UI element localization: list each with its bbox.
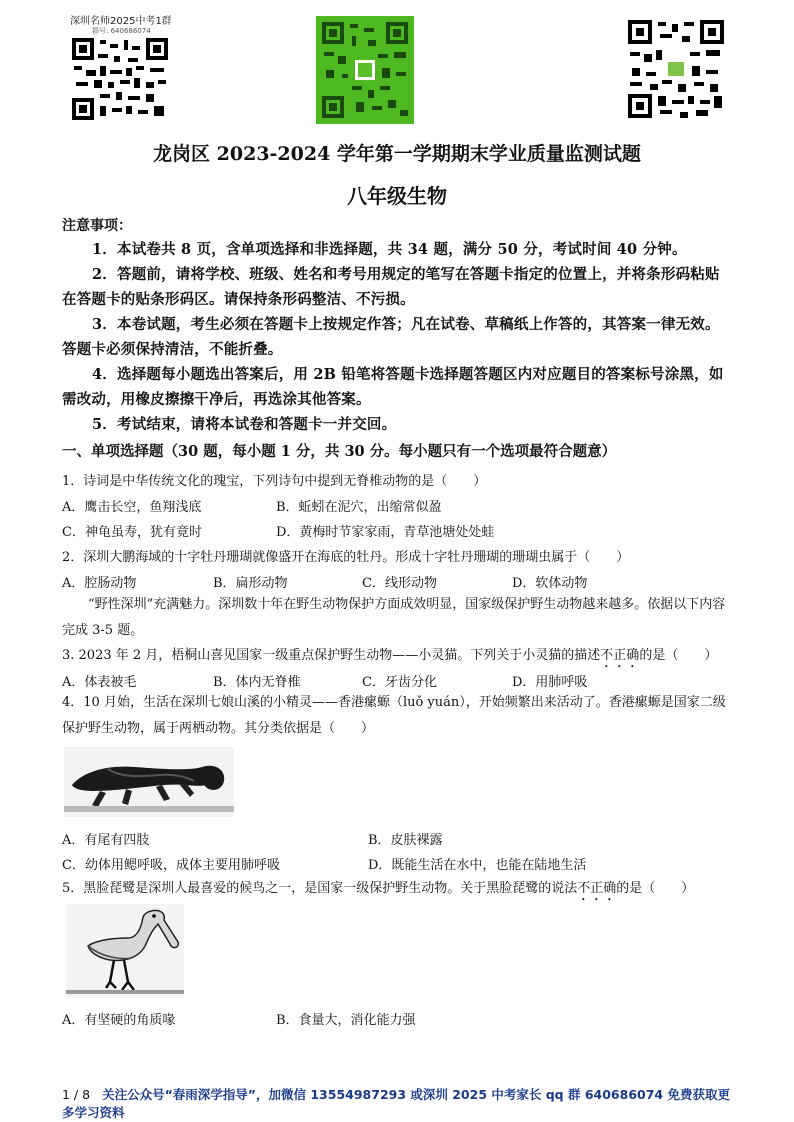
- question-5-option-a: A．有坚硬的角质喙: [62, 1013, 176, 1028]
- question-4-option-b: B．皮肤裸露: [368, 833, 443, 848]
- question-2-stem: 2．深圳大鹏海域的十字牡丹珊瑚就像盛开在海底的牡丹。形成十字牡丹珊瑚的珊瑚虫属于（ ）: [62, 550, 630, 565]
- question-3-option-b: B．体内无脊椎: [213, 675, 301, 690]
- question-3-option-c: C．牙齿分化: [362, 675, 437, 690]
- question-3-option-d: D．用肺呼吸: [512, 675, 588, 690]
- qr-code-center: [316, 16, 414, 124]
- question-4-option-d: D．既能生活在水中，也能在陆地生活: [368, 858, 587, 873]
- notice-heading: 注意事项：: [62, 218, 132, 234]
- notice-item-5: 5．考试结束，请将本试卷和答题卡一并交回。: [92, 416, 397, 433]
- notice-item-2: 2．答题前，请将学校、班级、姓名和考号用规定的笔写在答题卡指定的位置上，并将条形码粘贴在答题卡的贴条形码区。请保持条形码整洁、不污损。: [62, 266, 720, 308]
- page-footer: [62, 1086, 742, 1122]
- qr-code-right: [626, 18, 726, 120]
- question-5-emphasis: 不正确: [577, 881, 617, 896]
- question-5-stem-b: 的是（ ）: [616, 881, 695, 896]
- question-1-option-c: C．神龟虽寿，犹有竟时: [62, 525, 202, 540]
- exam-title: 龙岗区 2023-2024 学年第一学期期末学业质量监测试题: [153, 143, 641, 165]
- question-5-stem: [62, 877, 694, 904]
- question-3-stem-a: 3. 2023 年 2 月，梧桐山喜见国家一级重点保护野生动物——小灵猫。下列关于小灵猫的描述: [62, 648, 601, 663]
- notice-item-1: 1．本试卷共 8 页，含单项选择和非选择题，共 34 题，满分 50 分，考试时间 40 分钟。: [92, 241, 687, 258]
- question-1-option-d: D．黄梅时节家家雨，青草池塘处处蛙: [276, 525, 495, 540]
- page-number: 1 / 8: [62, 1087, 91, 1102]
- question-5-option-b: B．食量大，消化能力强: [276, 1013, 416, 1028]
- question-1-option-b: B．蚯蚓在泥穴，出缩常似盈: [276, 500, 442, 515]
- question-1-option-a: A．鹰击长空，鱼翔浅底: [62, 500, 202, 515]
- question-4-stem: 4．10 月始，生活在深圳七娘山溪的小精灵——香港瘰螈（luǒ yuán），开始频繁出来活动了。香港瘰螈是国家二级保护野生动物，属于两栖动物。其分类依据是（ ）: [62, 695, 726, 736]
- question-3-stem-b: 的是（ ）: [639, 648, 718, 663]
- qr-code-left: [70, 36, 170, 122]
- question-3-stem: [62, 644, 717, 671]
- question-1-stem: 1．诗词是中华传统文化的瑰宝，下列诗句中提到无脊椎动物的是（ ）: [62, 474, 487, 489]
- footer-promo-text: 关注公众号“春雨深学指导”，加微信 13554987293 或深圳 2025 中考家长 qq 群 640686074 免费获取更多学习资料: [62, 1087, 730, 1120]
- notice-item-3: 3．本卷试题，考生必须在答题卡上按规定作答；凡在试卷、草稿纸上作答的，其答案一律无效。答题卡必须保持清洁，不能折叠。: [62, 316, 720, 358]
- salamander-image: [64, 747, 234, 817]
- group-intro: “野性深圳”充满魅力。深圳数十年在野生动物保护方面成效明显，国家级保护野生动物越来越多。依据以下内容完成 3-5 题。: [62, 597, 726, 638]
- question-3-option-a: A．体表被毛: [62, 675, 137, 690]
- notice-item-4: 4．选择题每小题选出答案后，用 2B 铅笔将答题卡选择题答题区内对应题目的答案标号涂黑，如需改动，用橡皮擦擦干净后，再选涂其他答案。: [62, 366, 724, 408]
- question-4-option-a: A．有尾有四肢: [62, 833, 150, 848]
- spoonbill-image: [66, 904, 184, 998]
- question-5-stem-a: 5．黑脸琵鹭是深圳人最喜爱的候鸟之一，是国家一级保护野生动物。关于黑脸琵鹭的说法: [62, 881, 578, 896]
- question-2-option-a: A．腔肠动物: [62, 576, 137, 591]
- qr-left-caption: 深圳名师2025中考1群: [70, 16, 172, 27]
- question-3-emphasis: 不正确: [600, 648, 640, 663]
- exam-subtitle: 八年级生物: [347, 184, 447, 208]
- section-heading: 一、单项选择题（30 题，每小题 1 分，共 30 分。每小题只有一个选项最符合题意）: [62, 443, 617, 460]
- question-2-option-b: B．扁形动物: [213, 576, 288, 591]
- question-4-option-c: C．幼体用鳃呼吸，成体主要用肺呼吸: [62, 858, 280, 873]
- question-2-option-d: D．软体动物: [512, 576, 588, 591]
- qr-left-subcaption: 群号: 640686074: [92, 27, 151, 35]
- question-2-option-c: C．线形动物: [362, 576, 437, 591]
